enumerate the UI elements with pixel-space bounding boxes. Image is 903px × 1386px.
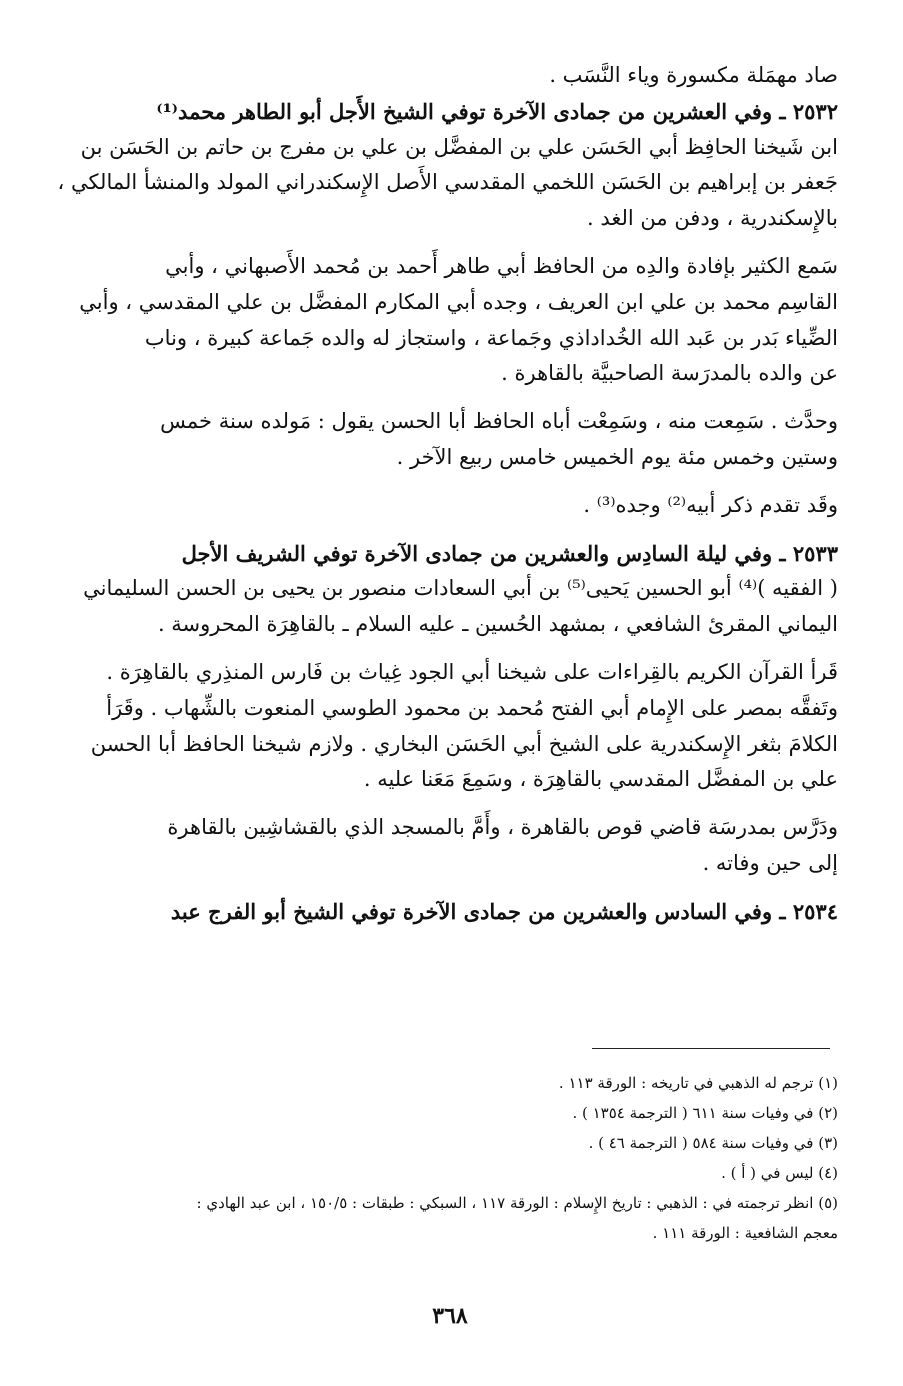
entry-2533-heading: ٢٥٣٣ ـ وفي ليلة السادِس والعشرين من جمادى الآخرة توفي الشريف الأجل bbox=[181, 540, 838, 566]
text-line: علي بن المفضَّل المقدسي بالقاهِرَة ، وسَمِعَ مَعَنا عليه . bbox=[363, 767, 838, 792]
text-line: قَرأ القرآن الكريم بالقِراءات على شيخنا أبي الجود غِياث بن فَارس المنذِري بالقاهِرَة . bbox=[106, 659, 838, 684]
footnote-divider bbox=[592, 1048, 830, 1049]
text-line: اليماني المقرئ الشافعي ، بمشهد الحُسين ـ عليه السلام ـ بالقاهِرَة المحروسة . bbox=[157, 612, 838, 637]
text-line: صاد مهمَلة مكسورة وياء النَّسَب . bbox=[549, 63, 838, 87]
text-line: الضِّياء بَدر بن عَبد الله الخُداداذي وجَماعة ، واستجاز له والده جَماعة كبيرة ، وناب bbox=[144, 325, 838, 350]
text-line: وحدَّث . سَمِعت منه ، وسَمِعْت أباه الحافظ أبا الحسن يقول : مَولده سنة خمس bbox=[160, 409, 838, 434]
text-line: جَعفر بن إبراهيم بن الحَسَن اللخمي المقدسي الأَصل الإِسكندراني المولد والمنشأ المالكي ، bbox=[57, 170, 838, 195]
page-number: ٣٦٨ bbox=[432, 1303, 468, 1329]
text-line: الكلامَ بثغر الإِسكندرية على الشيخ أبي الحَسَن البخاري . ولازم شيخنا الحافظ أبا الحسن bbox=[90, 731, 838, 756]
text-line: وستين وخمس مئة يوم الخميس خامس ربيع الآخر . bbox=[396, 444, 838, 469]
text-line: وقَد تقدم ذكر أبيه⁽²⁾ وجده⁽³⁾ . bbox=[583, 492, 838, 517]
text-line: بالإِسكندرية ، ودفن من الغد . bbox=[587, 206, 838, 231]
text-line: القاسِم محمد بن علي ابن العريف ، وجده أبي المكارم المفضَّل بن علي المقدسي ، وأبي bbox=[79, 289, 838, 314]
text-line: عن والده بالمدرَسة الصاحبيَّة بالقاهرة . bbox=[501, 361, 838, 386]
footnote: (١) ترجم له الذهبي في تاريخه : الورقة ١١٣ . bbox=[558, 1074, 838, 1092]
footnote: (٤) ليس في ( أ ) . bbox=[721, 1164, 838, 1182]
footnote: (٥) انظر ترجمته في : الذهبي : تاريخ الإِسلام : الورقة ١١٧ ، السبكي : طبقات : ١٥٠/٥ ، ابن عبد الهادي : bbox=[196, 1194, 838, 1212]
footnote: (٢) في وفيات سنة ٦١١ ( الترجمة ١٣٥٤ ) . bbox=[572, 1104, 838, 1122]
text-line: وتَفقَّه بمصر على الإِمام أبي الفتح مُحمد بن محمود الطوسي المنعوت بالشِّهاب . وقَرَأ bbox=[106, 695, 838, 720]
text-line: ابن شَيخنا الحافِظ أبي الحَسَن علي بن المفضَّل بن علي بن مفرج بن حاتم بن الحَسَن بن bbox=[80, 134, 838, 159]
footnotes bbox=[48, 1068, 838, 1248]
entry-2534-heading: ٢٥٣٤ ـ وفي السادس والعشرين من جمادى الآخرة توفي الشيخ أبو الفرج عبد bbox=[170, 898, 838, 924]
entry-2532-heading: ٢٥٣٢ ـ وفي العشرين من جمادى الآخرة توفي الشيخ الأَجل أبو الطاهر محمد⁽¹⁾ bbox=[156, 98, 838, 124]
text-line: سَمع الكثير بإفادة والدِه من الحافظ أبي طاهر أَحمد بن مُحمد الأَصبهاني ، وأبي bbox=[165, 253, 838, 278]
footnote: (٣) في وفيات سنة ٥٨٤ ( الترجمة ٤٦ ) . bbox=[588, 1134, 838, 1152]
text-line: إلى حين وفاته . bbox=[702, 850, 838, 875]
text-line: ( الفقيه )⁽⁴⁾ أبو الحسين يَحيى⁽⁵⁾ بن أبي السعادات منصور بن يحيى بن الحسن السليماني bbox=[83, 576, 838, 601]
main-text bbox=[48, 58, 838, 930]
text-line: ودَرَّس بمدرسَة قاضي قوص بالقاهرة ، وأَمَّ بالمسجد الذي بالقشاشِين بالقاهرة bbox=[167, 815, 838, 840]
footnote: معجم الشافعية : الورقة ١١١ . bbox=[652, 1224, 838, 1242]
